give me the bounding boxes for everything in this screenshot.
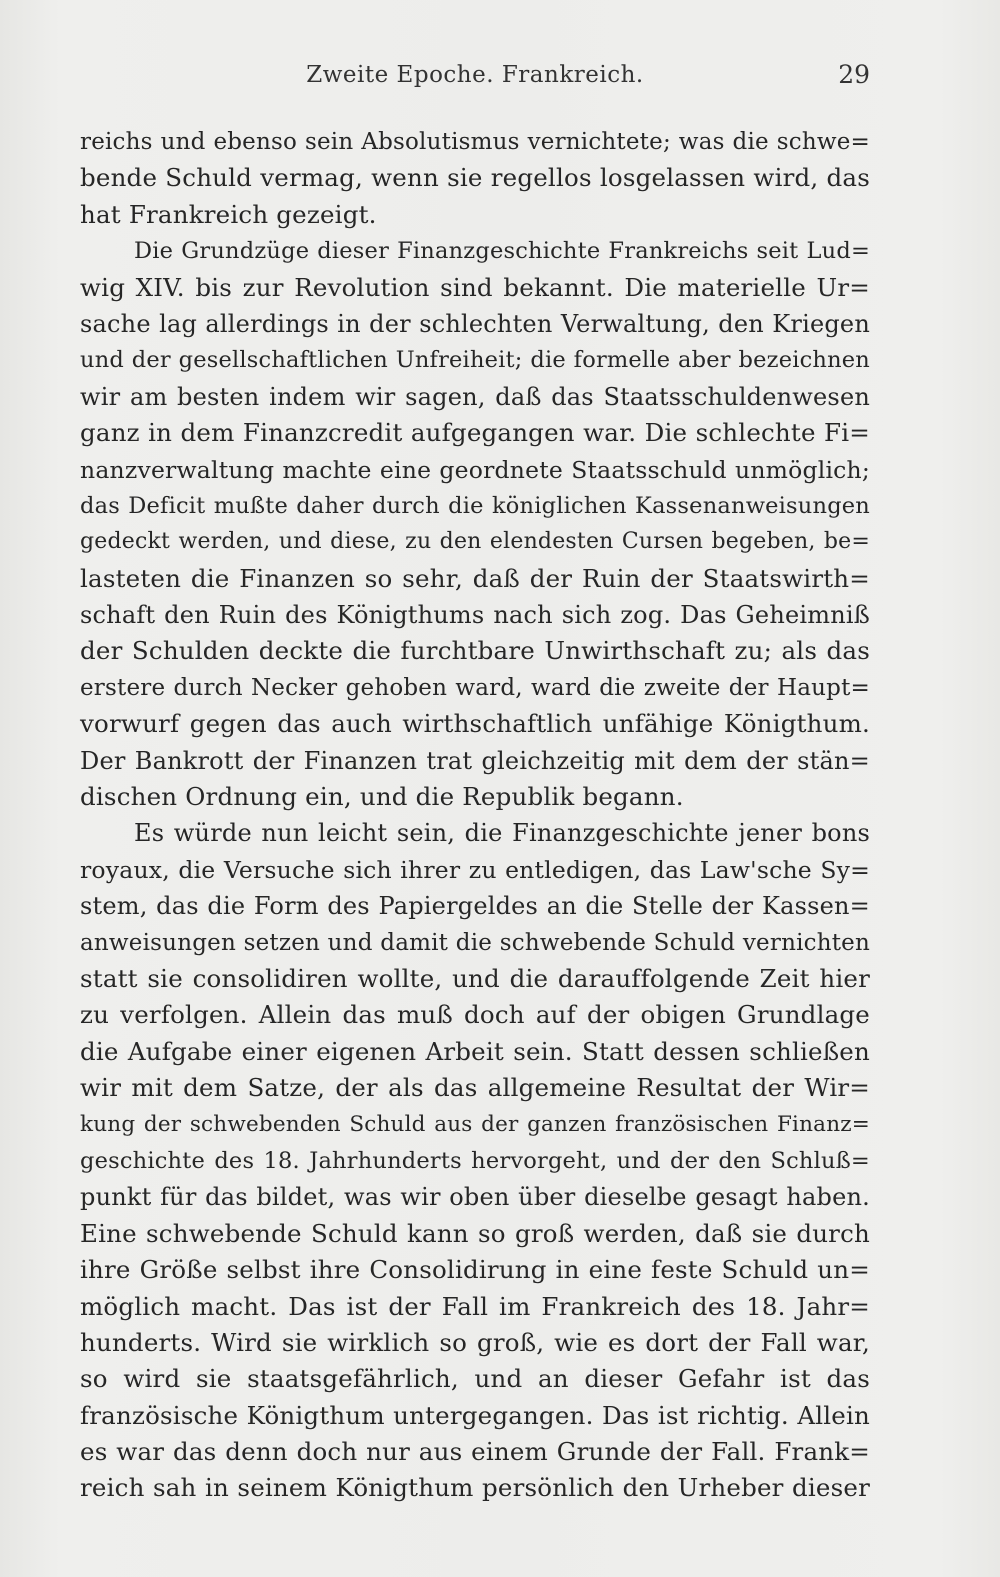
text-line: hat Frankreich gezeigt. xyxy=(80,199,377,229)
text-line: anweisungen setzen und damit die schwebende Schuld vernichten xyxy=(80,929,870,956)
page-number: 29 xyxy=(838,60,870,89)
text-line: reichs und ebenso sein Absolutismus vernichtete; was die schwe= xyxy=(80,129,870,155)
body-text xyxy=(80,124,870,1507)
text-line: nanzverwaltung machte eine geordnete Staatsschuld unmöglich; xyxy=(80,455,870,484)
running-title: Zweite Epoche. Frankreich. xyxy=(306,62,644,88)
text-line: ganz in dem Finanzcredit aufgegangen war. Die schlechte Fi= xyxy=(80,418,870,448)
text-line: statt sie consolidiren wollte, und die darauffolgende Zeit hier xyxy=(80,963,870,993)
text-line: Die Grundzüge dieser Finanzgeschichte Frankreichs seit Lud= xyxy=(134,238,870,265)
text-line: wir mit dem Satze, der als das allgemeine Resultat der Wir= xyxy=(80,1073,870,1103)
text-line: dischen Ordnung ein, und die Republik begann. xyxy=(80,782,684,812)
text-line: lasteten die Finanzen so sehr, daß der Ruin der Staatswirth= xyxy=(80,563,870,593)
text-line: geschichte des 18. Jahrhunderts hervorgeht, und der den Schluß= xyxy=(80,1147,870,1174)
text-line: Der Bankrott der Finanzen trat gleichzeitig mit dem der stän= xyxy=(80,746,870,775)
text-line: stem, das die Form des Papiergeldes an die Stelle der Kassen= xyxy=(80,892,870,921)
text-line: punkt für das bildet, was wir oben über dieselbe gesagt haben. xyxy=(80,1183,870,1212)
text-line: royaux, die Versuche sich ihrer zu entledigen, das Law'sche Sy= xyxy=(80,855,870,884)
text-line: schaft den Ruin des Königthums nach sich zog. Das Geheimniß xyxy=(80,601,870,630)
text-line: wir am besten indem wir sagen, daß das Staatsschuldenwesen xyxy=(80,382,870,411)
text-line: wig XIV. bis zur Revolution sind bekannt. Die materielle Ur= xyxy=(80,272,870,302)
text-line: bende Schuld vermag, wenn sie regellos losgelassen wird, das xyxy=(80,163,870,193)
text-line: die Aufgabe einer eigenen Arbeit sein. Statt dessen schließen xyxy=(80,1036,870,1066)
text-line: und der gesellschaftlichen Unfreiheit; die formelle aber bezeichnen xyxy=(80,347,870,374)
text-line: es war das denn doch nur aus einem Grunde der Fall. Frank= xyxy=(80,1437,870,1467)
text-line: ihre Größe selbst ihre Consolidirung in eine feste Schuld un= xyxy=(80,1255,870,1285)
text-line: erstere durch Necker gehoben ward, ward die zweite der Haupt= xyxy=(80,674,870,701)
text-line: Eine schwebende Schuld kann so groß werden, daß sie durch xyxy=(80,1218,870,1248)
text-line: der Schulden deckte die furchtbare Unwirthschaft zu; als das xyxy=(80,636,870,666)
text-line: kung der schwebenden Schuld aus der ganzen französischen Finanz= xyxy=(80,1111,870,1137)
text-line: hunderts. Wird sie wirklich so groß, wie es dort der Fall war, xyxy=(80,1327,870,1357)
text-line: sache lag allerdings in der schlechten Verwaltung, den Kriegen xyxy=(80,309,870,338)
text-line: möglich macht. Das ist der Fall im Frankreich des 18. Jahr= xyxy=(80,1291,870,1321)
text-line: zu verfolgen. Allein das muß doch auf der obigen Grundlage xyxy=(80,1000,870,1030)
text-line: reich sah in seinem Königthum persönlich den Urheber dieser xyxy=(80,1473,870,1503)
text-line: so wird sie staatsgefährlich, und an dieser Gefahr ist das xyxy=(80,1364,870,1394)
text-line: das Deficit mußte daher durch die königlichen Kassenanweisungen xyxy=(80,492,870,519)
text-line: französische Königthum untergegangen. Das ist richtig. Allein xyxy=(80,1400,870,1430)
page-header xyxy=(80,62,870,102)
text-line: Es würde nun leicht sein, die Finanzgeschichte jener bons xyxy=(134,819,870,848)
text-line: vorwurf gegen das auch wirthschaftlich unfähige Königthum. xyxy=(80,709,870,739)
text-line: gedeckt werden, und diese, zu den elendesten Cursen begeben, be= xyxy=(80,529,870,555)
